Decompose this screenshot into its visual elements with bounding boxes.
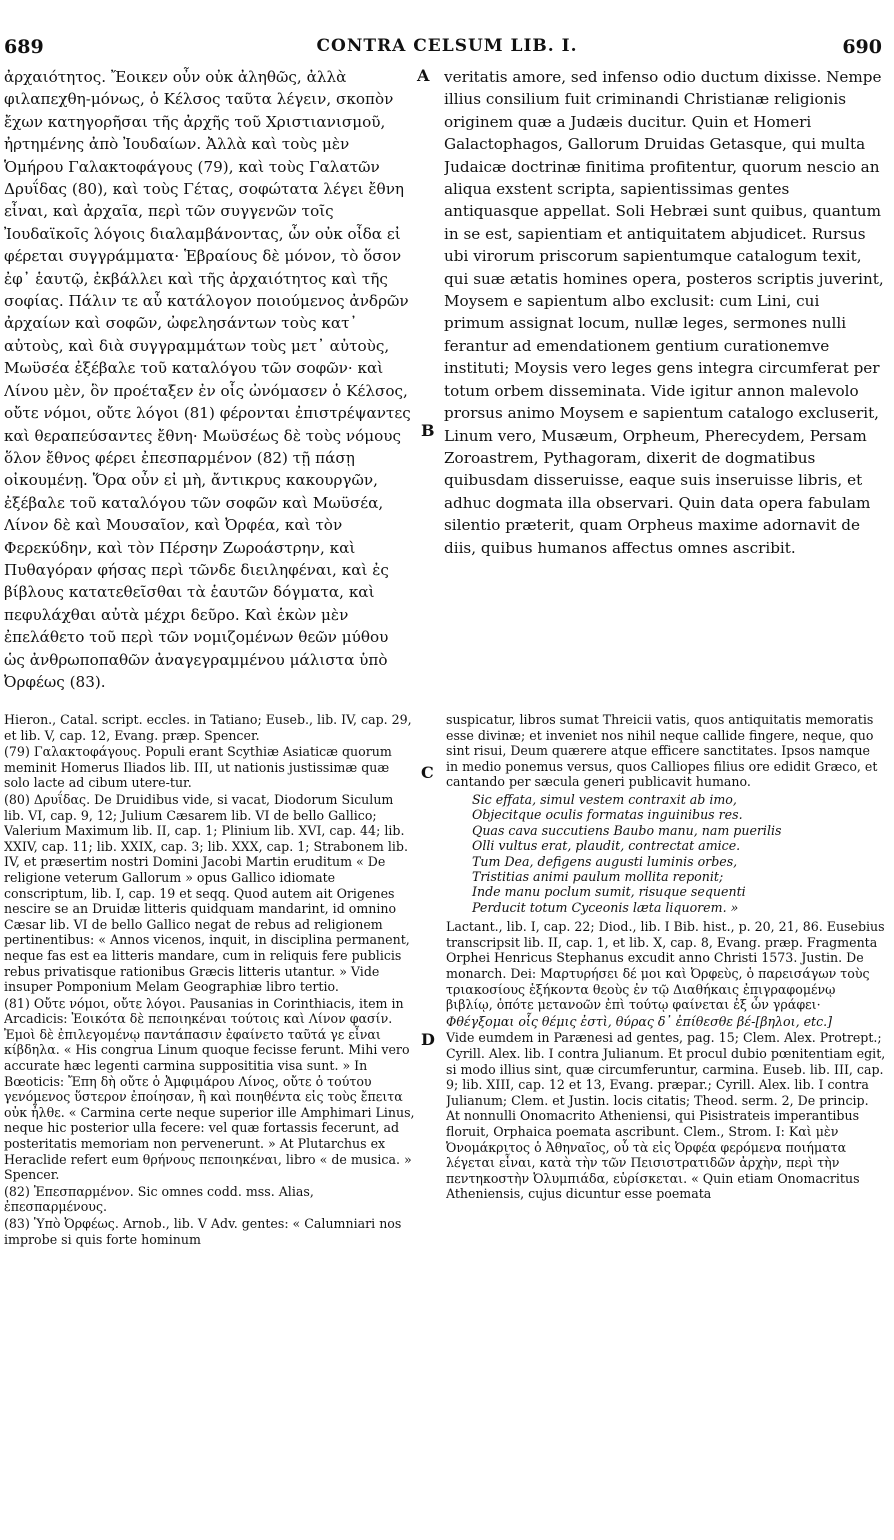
- verse-line: Inde manu poclum sumit, risuque sequenti: [472, 884, 746, 900]
- footnote-82: (82) Ἐπεσπαρμένον. Sic omnes codd. mss. Alias, ἐπεσπαρμένους.: [4, 1183, 314, 1215]
- verse-line: Sic effata, simul vestem contraxit ab imo,: [472, 791, 737, 807]
- greek-main-column: [4, 66, 412, 693]
- left-page-number: 689: [4, 36, 44, 58]
- margin-letter-b: B: [421, 421, 435, 440]
- latin-verse-quote: [446, 792, 886, 915]
- greek-verse-quote: Φθέγξομαι οἷς θέμις ἐστὶ, θύρας δ᾽ ἐπίθεσθε βέ-[βηλοι, etc.]: [446, 1013, 833, 1029]
- latin-paragraph: veritatis amore, sed infenso odio ductum dixisse. Nempe illius consilium fuit criminandi Christianæ religionis originem quæ a Judæis ducitur. Quin et Homeri Galactophagos, Gallorum Druidas Getasque, qui multa Judaicæ doctrinæ finitima profitentur, quorum nescio an aliqua exstent scripta, sapientissimas gentes antiquasque appellat. Soli Hebræi sunt quibus, quantum in se est, sapientiam et antiquitatem abjudicet. Rursus ubi virorum priscorum sapientumque catalogum texit, qui suæ ætatis homines opera, posteros scriptis juverint, Moysem e sapientum albo exclusit: cum Lini, cui primum assignat locum, nullæ leges, sermones nulli ferantur ad emendationem gentium curationemve instituti; Moysis vero leges gens integra circumferat per totum orbem disseminata. Vide igitur annon malevolo prorsus animo Moysem e sapientum catalogo excluserit, Linum vero, Musæum, Orpheum, Pherecydem, Persam Zoroastrem, Pythagoram, dixerit de dogmatibus quibusdam disseruisse, eaque suis inseruisse libris, et adhuc dogmata illa observari. Quin data opera fabulam silentio præterit, quam Orpheus maxime adornavit de diis, quibus humanos affectus omnes ascribit.: [444, 68, 884, 557]
- footnote-83: (83) Ὑπὸ Ὀρφέως. Arnob., lib. V Adv. gentes: « Calumniari nos improbe si quis forte hominum: [4, 1216, 402, 1247]
- footnotes-left-column: [4, 712, 416, 1248]
- verse-line: Objecitque oculis formatas inguinibus res.: [472, 807, 743, 823]
- verse-line: Tum Dea, defigens augusti luminis orbes,: [472, 853, 738, 869]
- margin-letter-c: C: [421, 763, 434, 782]
- running-head: CONTRA CELSUM LIB. I.: [316, 36, 578, 56]
- greek-paragraph: ἀρχαιότητος. Ἔοικεν οὖν οὐκ ἀληθῶς, ἀλλὰ φιλαπεχθη-μόνως, ὁ Κέλσος ταῦτα λέγειν, σκοπὸν ἔχων κατηγορῆσαι τῆς ἀρχῆς τοῦ Χριστιανισμοῦ, ἠρτημένης ἀπὸ Ἰουδαίων. Ἀλλὰ καὶ τοὺς μὲν Ὁμήρου Γαλακτοφάγους (79), καὶ τοὺς Γαλατῶν Δρυΐδας (80), καὶ τοὺς Γέτας, σοφώτατα λέγει ἔθνη εἶναι, καὶ ἀρχαῖα, περὶ τῶν συγγενῶν τοῖς Ἰουδαϊκοῖς λόγοις διαλαμβάνοντας, ὧν οὐκ οἶδα εἰ φέρεται συγγράμματα· Ἑβραίους δὲ μόνον, τὸ ὅσον ἐφ᾽ ἑαυτῷ, ἐκβάλλει καὶ τῆς ἀρχαιότητος καὶ τῆς σοφίας. Πάλιν τε αὖ κατάλογον ποιούμενος ἀνδρῶν ἀρχαίων καὶ σοφῶν, ὠφελησάντων τοὺς κατ᾽ αὐτοὺς, καὶ διὰ συγγραμμάτων τοὺς μετ᾽ αὐτοὺς, Μωϋσέα ἐξέβαλε τοῦ καταλόγου τῶν σοφῶν· καὶ Λίνου μὲν, ὃν προέταξεν ἐν οἷς ὠνόμασεν ὁ Κέλσος, οὔτε νόμοι, οὔτε λόγοι (81) φέρονται ἐπιστρέψαντες καὶ θεραπεύσαντες ἔθνη· Μωϋσέως δὲ τοὺς νόμους ὅλον ἔθνος φέρει ἐπεσπαρμένον (82) τῇ πάσῃ οἰκουμένῃ. Ὅρα οὖν εἰ μὴ, ἄντικρυς κακουργῶν, ἐξέβαλε τοῦ καταλόγου τῶν σοφῶν καὶ Μωϋσέα, Λίνον δὲ καὶ Μουσαῖον, καὶ Ὀρφέα, καὶ τὸν Φερεκύδην, καὶ τὸν Πέρσην Ζωροάστρην, καὶ Πυθαγόραν φήσας περὶ τῶνδε διειληφέναι, καὶ ἐς βίβλους κατατεθεῖσθαι τὰ ἑαυτῶν δόγματα, καὶ πεφυλάχθαι αὐτὰ μέχρι δεῦρο. Καὶ ἑκὼν μὲν ἐπελάθετο τοῦ περὶ τῶν νομιζομένων θεῶν μύθου ὡς ἀνθρωποπαθῶν ἀναγεγραμμένου μάλιστα ὑπὸ Ὀρφέως (83).: [4, 68, 411, 691]
- margin-letter-d: D: [421, 1030, 435, 1049]
- footnote-references-continued: Vide eumdem in Parænesi ad gentes, pag. 15; Clem. Alex. Protrept.; Cyrill. Alex. lib. I contra Julianum. Et procul dubio pœnitentiam egit, si modo illius sint, quæ circumferuntur, carmina. Euseb. lib. III, cap. 9; lib. XIII, cap. 12 et 13, Evang. præpar.; Cyrill. Alex. lib. I contra Julianum; Clem. et Justin. locis citatis; Theod. serm. 2, De princip. At nonnulli Onomacrito Atheniensi, qui Pisistrateis imperantibus floruit, Orphaica poemata ascribunt. Clem., Strom. I: Καὶ μὲν Ὀνομάκριτος ὁ Ἀθηναῖος, οὗ τὰ εἰς Ὀρφέα φερόμενα ποιήματα λέγεται εἶναι, κατὰ τὴν τῶν Πεισιστρατιδῶν ἀρχὴν, περὶ τὴν πεντηκοστὴν Ὀλυμπιάδα, εὑρίσκεται. « Quin etiam Onomacritus Atheniensis, cujus dicuntur esse poemata: [446, 1030, 886, 1202]
- footnote-references: Lactant., lib. I, cap. 22; Diod., lib. I Bib. hist., p. 20, 21, 86. Eusebius transcripsit lib. II, cap. 1, et lib. X, cap. 8, Evang. præp. Fragmenta Orphei Henricus Stephanus excudit anno Christi 1573. Justin. De monarch. Dei: Μαρτυρήσει δέ μοι καὶ Ὀρφεὺς, ὁ παρεισάγων τοὺς τριακοσίους ἑξήκοντα θεοὺς ἐν τῷ Διαθήκαις ἐπιγραφομένῳ βιβλίῳ, ὁπότε μετανοῶν ἐπὶ τούτῳ φαίνεται ἐξ ὧν γράφει·: [446, 919, 885, 1013]
- latin-main-column: [444, 66, 884, 559]
- right-page-number: 690: [842, 36, 882, 58]
- footnotes-right-column: [446, 712, 886, 1203]
- verse-line: Quas cava succutiens Baubo manu, nam puerilis: [472, 822, 782, 838]
- footnote-83-continued: suspicatur, libros sumat Threicii vatis, quos antiquitatis memoratis esse divinæ; et inveniet nos nihil neque callide fingere, neque, quo sint risui, Deum quærere atque efficere sanctitates. Ipsos namque in medio ponemus versus, quos Calliopes filius ore edidit Græco, et cantando per sæcula generi publicavit humano.: [446, 712, 878, 790]
- verse-line: Olli vultus erat, plaudit, contrectat amice.: [472, 838, 741, 854]
- footnote-80: (80) Δρυΐδας. De Druidibus vide, si vacat, Diodorum Siculum lib. VI, cap. 9, 12; Julium Cæsarem lib. VI de bello Gallico; Valerium Maximum lib. II, cap. 1; Plinium lib. XVI, cap. 44; lib. XXIV, cap. 11; lib. XXIX, cap. 3; lib. XXX, cap. 1; Strabonem lib. IV, et præsertim nostri Domini Jacobi Martin eruditum « De religione veterum Gallorum » opus Gallico idiomate conscriptum, lib. I, cap. 19 et seqq. Quod autem ait Origenes nescire se an Druidæ litteris quidquam mandarint, id omnino Cæsar lib. VI de bello Gallico negat de rebus ad religionem pertinentibus: « Annos vicenos, inquit, in disciplina permanent, neque fas est ea litteris mandare, cum in reliquis fere publicis rebus privatisque rationibus Græcis litteris utantur. » Vide insuper Pomponium Melam Geographiæ libro tertio.: [4, 791, 410, 995]
- footnote-continued: Hieron., Catal. script. eccles. in Tatiano; Euseb., lib. IV, cap. 29, et lib. V, cap. 12, Evang. præp. Spencer.: [4, 712, 412, 743]
- footnote-81: (81) Οὔτε νόμοι, οὔτε λόγοι. Pausanias in Corinthiacis, item in Arcadicis: Ἐοικότα δὲ πεποιηκέναι τούτοις καὶ Λίνον φασίν. Ἐμοὶ δὲ ἐπιλεγομένῳ παντάπασιν ἐφαίνετο ταῦτά γε εἶναι κίβδηλα. « His congrua Linum quoque fecisse ferunt. Mihi vero accurate hæc legenti carmina supposititia visa sunt. » In Bœoticis: Ἔπη δὴ οὔτε ὁ Ἀμφιμάρου Λίνος, οὔτε ὁ τούτου γενόμενος ὕστερον ἐποίησαν, ἢ καὶ ποιηθέντα εἰς τοὺς ἔπειτα οὐκ ἦλθε. « Carmina certe neque superior ille Amphimari Linus, neque hic posterior ulla fecere: vel quæ fortassis fecerunt, ad posteritatis memoriam non pervenerunt. » At Plutarchus ex Heraclide refert eum θρήνους πεποιηκέναι, libro « de musica. » Spencer.: [4, 995, 415, 1183]
- verse-line: Perducit totum Cyceonis læta liquorem. »: [472, 899, 739, 915]
- verse-line: Tristitias animi paulum mollita reponit;: [472, 869, 724, 884]
- margin-letter-a: A: [417, 66, 430, 85]
- footnote-79: (79) Γαλακτοφάγους. Populi erant Scythiæ Asiaticæ quorum meminit Homerus Iliados lib. III, ut nationis justissimæ quæ solo lacte ad cibum utere-tur.: [4, 744, 392, 791]
- page-header: [0, 36, 894, 62]
